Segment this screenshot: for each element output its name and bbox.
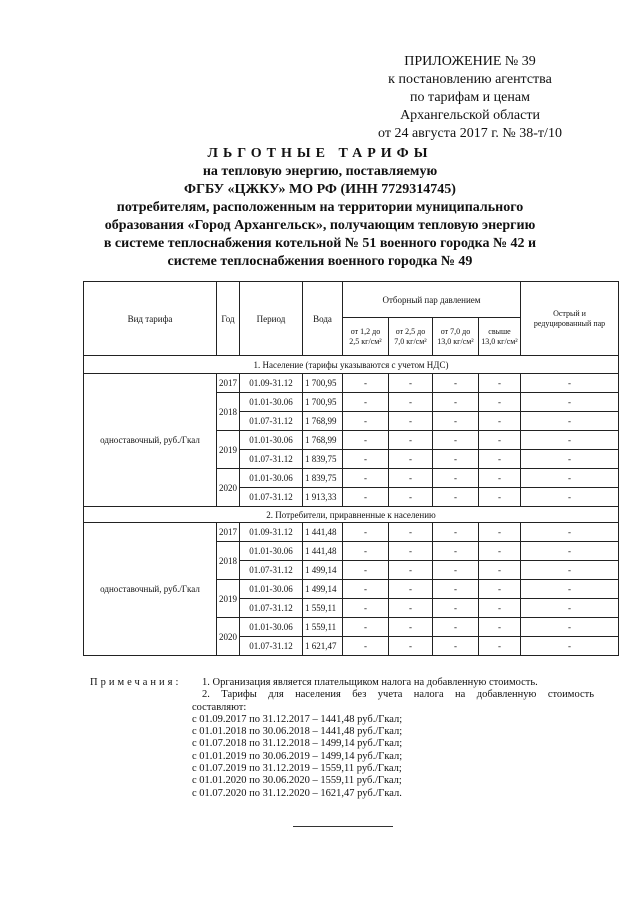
dash-cell: - [433, 450, 479, 469]
water-value-cell: 1 499,14 [303, 561, 343, 580]
year-cell: 2019 [217, 431, 240, 469]
dash-cell: - [389, 469, 433, 488]
dash-cell: - [479, 618, 521, 637]
dash-cell: - [521, 618, 619, 637]
dash-cell: - [479, 393, 521, 412]
dash-cell: - [479, 469, 521, 488]
dash-cell: - [433, 469, 479, 488]
dash-cell: - [433, 618, 479, 637]
dash-cell: - [433, 374, 479, 393]
dash-cell: - [521, 599, 619, 618]
dash-cell: - [389, 561, 433, 580]
table-row [84, 523, 619, 542]
dash-cell: - [389, 374, 433, 393]
dash-cell: - [479, 523, 521, 542]
dash-cell: - [521, 450, 619, 469]
col-header-p2: от 2,5 до 7,0 кг/см² [389, 318, 433, 356]
dash-cell: - [479, 374, 521, 393]
dash-cell: - [433, 599, 479, 618]
appendix-date: от 24 августа 2017 г. № 38-т/10 [378, 126, 562, 141]
closing-rule [293, 826, 393, 827]
dash-cell: - [343, 523, 389, 542]
period-cell: 01.07-31.12 [240, 488, 303, 507]
dash-cell: - [479, 542, 521, 561]
dash-cell: - [343, 637, 389, 656]
year-cell: 2020 [217, 618, 240, 656]
dash-cell: - [479, 450, 521, 469]
appendix-number: ПРИЛОЖЕНИЕ № 39 [404, 54, 536, 69]
water-value-cell: 1 839,75 [303, 450, 343, 469]
document-title [60, 145, 580, 271]
dash-cell: - [343, 488, 389, 507]
dash-cell: - [479, 637, 521, 656]
period-cell: 01.01-30.06 [240, 542, 303, 561]
dash-cell: - [433, 542, 479, 561]
section-heading: 1. Население (тарифы указываются с учетом НДС) [84, 356, 619, 374]
year-cell: 2017 [217, 523, 240, 542]
dash-cell: - [521, 469, 619, 488]
dash-cell: - [343, 599, 389, 618]
dash-cell: - [389, 412, 433, 431]
year-cell: 2020 [217, 469, 240, 507]
col-header-tariff: Вид тарифа [84, 282, 217, 356]
dash-cell: - [343, 450, 389, 469]
dash-cell: - [389, 542, 433, 561]
water-value-cell: 1 839,75 [303, 469, 343, 488]
dash-cell: - [389, 488, 433, 507]
dash-cell: - [433, 431, 479, 450]
dash-cell: - [389, 450, 433, 469]
note-line: составляют: [192, 701, 247, 713]
col-header-p1: от 1,2 до 2,5 кг/см² [343, 318, 389, 356]
appendix-line-3: по тарифам и ценам [410, 90, 530, 105]
dash-cell: - [343, 431, 389, 450]
period-cell: 01.01-30.06 [240, 431, 303, 450]
period-cell: 01.07-31.12 [240, 561, 303, 580]
year-cell: 2018 [217, 393, 240, 431]
dash-cell: - [521, 374, 619, 393]
dash-cell: - [521, 561, 619, 580]
dash-cell: - [479, 431, 521, 450]
dash-cell: - [521, 488, 619, 507]
dash-cell: - [521, 393, 619, 412]
title-line-5: образования «Город Архангельск», получающим тепловую энергию [104, 218, 536, 233]
year-cell: 2017 [217, 374, 240, 393]
water-value-cell: 1 441,48 [303, 523, 343, 542]
note-line: с 01.07.2020 по 31.12.2020 – 1621,47 руб./Гкал. [192, 787, 402, 799]
dash-cell: - [343, 393, 389, 412]
dash-cell: - [521, 431, 619, 450]
period-cell: 01.09-31.12 [240, 374, 303, 393]
note-line: с 01.01.2019 по 30.06.2019 – 1499,14 руб./Гкал; [192, 750, 403, 762]
col-header-p4: свыше 13,0 кг/см² [479, 318, 521, 356]
dash-cell: - [343, 580, 389, 599]
col-header-p3: от 7,0 до 13,0 кг/см² [433, 318, 479, 356]
dash-cell: - [389, 523, 433, 542]
dash-cell: - [433, 412, 479, 431]
water-value-cell: 1 700,95 [303, 374, 343, 393]
period-cell: 01.07-31.12 [240, 637, 303, 656]
col-header-water: Вода [303, 282, 343, 356]
title-line-2: на тепловую энергию, поставляемую [202, 164, 438, 179]
water-value-cell: 1 499,14 [303, 580, 343, 599]
dash-cell: - [433, 580, 479, 599]
col-header-year: Год [217, 282, 240, 356]
water-value-cell: 1 768,99 [303, 431, 343, 450]
note-line: 2. Тарифы для населения без учета налога на добавленную стоимость [202, 689, 594, 701]
note-line: 1. Организация является плательщиком налога на добавленную стоимость. [202, 677, 538, 688]
water-value-cell: 1 559,11 [303, 599, 343, 618]
note-line: с 01.09.2017 по 31.12.2017 – 1441,48 руб./Гкал; [192, 713, 403, 725]
dash-cell: - [479, 412, 521, 431]
year-cell: 2018 [217, 542, 240, 580]
period-cell: 01.09-31.12 [240, 523, 303, 542]
dash-cell: - [521, 542, 619, 561]
dash-cell: - [343, 374, 389, 393]
dash-cell: - [521, 580, 619, 599]
dash-cell: - [389, 431, 433, 450]
note-line: с 01.01.2020 по 30.06.2020 – 1559,11 руб./Гкал; [192, 775, 402, 787]
dash-cell: - [521, 523, 619, 542]
note-line: с 01.07.2019 по 31.12.2019 – 1559,11 руб./Гкал; [192, 763, 402, 775]
tariff-table-header-section-1 [83, 281, 619, 507]
dash-cell: - [389, 637, 433, 656]
tariff-table-section-2 [83, 506, 619, 656]
dash-cell: - [433, 561, 479, 580]
dash-cell: - [343, 561, 389, 580]
dash-cell: - [343, 469, 389, 488]
appendix-line-4: Архангельской области [400, 108, 540, 123]
dash-cell: - [343, 542, 389, 561]
dash-cell: - [521, 412, 619, 431]
period-cell: 01.07-31.12 [240, 599, 303, 618]
water-value-cell: 1 559,11 [303, 618, 343, 637]
tariff-type-cell: одноставочный, руб./Гкал [84, 523, 217, 656]
year-cell: 2019 [217, 580, 240, 618]
dash-cell: - [479, 599, 521, 618]
water-value-cell: 1 621,47 [303, 637, 343, 656]
period-cell: 01.01-30.06 [240, 393, 303, 412]
period-cell: 01.01-30.06 [240, 618, 303, 637]
water-value-cell: 1 700,95 [303, 393, 343, 412]
dash-cell: - [343, 618, 389, 637]
dash-cell: - [389, 599, 433, 618]
dash-cell: - [343, 412, 389, 431]
title-line-6: в системе теплоснабжения котельной № 51 военного городка № 42 и [103, 236, 537, 251]
water-value-cell: 1 913,33 [303, 488, 343, 507]
title-line-4: потребителям, расположенным на территории муниципального [116, 200, 524, 215]
appendix-line-2: к постановлению агентства [388, 72, 552, 87]
water-value-cell: 1 441,48 [303, 542, 343, 561]
title-main: ЛЬГОТНЫЕ ТАРИФЫ [207, 146, 433, 161]
col-header-steam: Отборный пар давлением [343, 282, 521, 318]
dash-cell: - [389, 393, 433, 412]
section-heading: 2. Потребители, приравненные к населению [84, 507, 619, 523]
note-line: с 01.01.2018 по 30.06.2018 – 1441,48 руб./Гкал; [192, 726, 403, 738]
dash-cell: - [479, 561, 521, 580]
dash-cell: - [433, 488, 479, 507]
notes-body [192, 677, 602, 800]
dash-cell: - [433, 393, 479, 412]
dash-cell: - [433, 523, 479, 542]
dash-cell: - [521, 637, 619, 656]
dash-cell: - [389, 580, 433, 599]
notes-label: Примечания: [90, 677, 182, 688]
period-cell: 01.01-30.06 [240, 580, 303, 599]
appendix-header [355, 53, 585, 143]
period-cell: 01.07-31.12 [240, 412, 303, 431]
col-header-sharp-steam: Острый и редуцированный пар [521, 282, 619, 356]
water-value-cell: 1 768,99 [303, 412, 343, 431]
dash-cell: - [479, 488, 521, 507]
title-line-7: системе теплоснабжения военного городка № 49 [167, 254, 473, 269]
col-header-period: Период [240, 282, 303, 356]
dash-cell: - [479, 580, 521, 599]
dash-cell: - [433, 637, 479, 656]
table-row [84, 374, 619, 393]
period-cell: 01.07-31.12 [240, 450, 303, 469]
note-line: с 01.07.2018 по 31.12.2018 – 1499,14 руб./Гкал; [192, 738, 403, 750]
title-line-3: ФГБУ «ЦЖКУ» МО РФ (ИНН 7729314745) [184, 182, 456, 197]
period-cell: 01.01-30.06 [240, 469, 303, 488]
dash-cell: - [389, 618, 433, 637]
tariff-type-cell: одноставочный, руб./Гкал [84, 374, 217, 507]
